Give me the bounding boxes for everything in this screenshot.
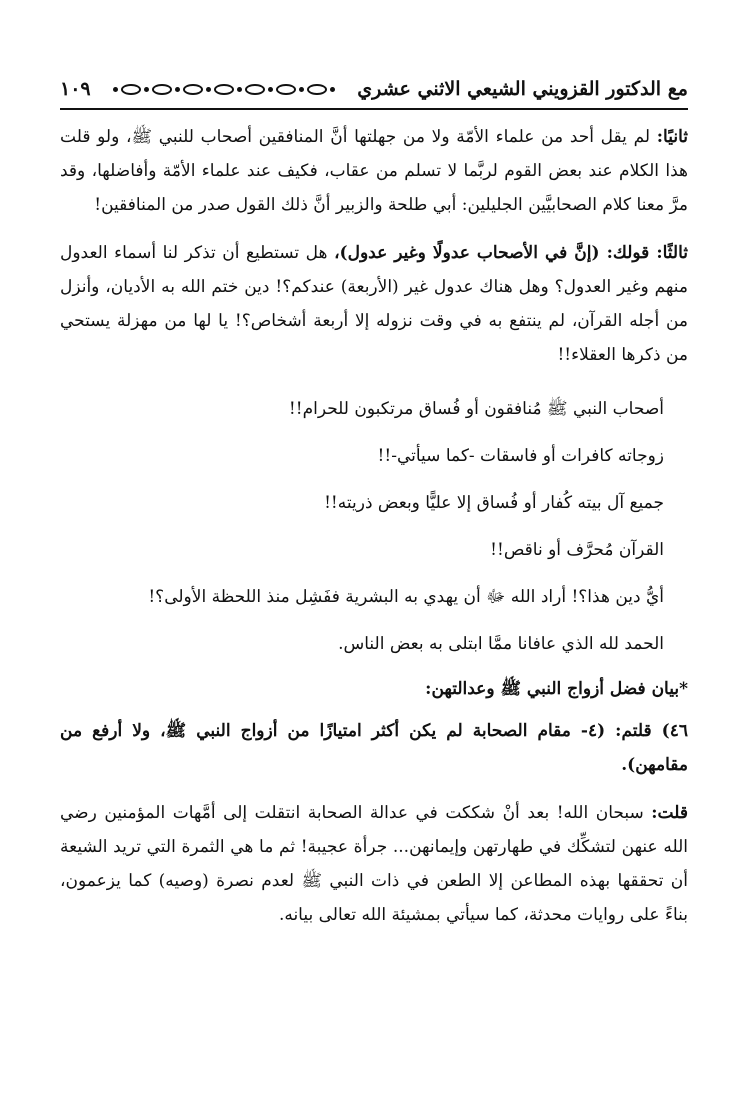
- list-line-2: زوجاته كافرات أو فاسقات -كما سيأتي-!!: [377, 446, 664, 466]
- list-line-5: أيُّ دين هذا؟! أراد الله ﷻ أن يهدي به البشرية ففَشِل منذ اللحظة الأولى؟!: [148, 587, 664, 607]
- paragraph-4-lead: قلت:: [651, 803, 688, 823]
- paragraph-3: [60, 714, 688, 782]
- page-number: ١٠٩: [60, 78, 91, 100]
- list-line-3: جميع آل بيته كُفار أو فُساق إلا عليًّا وبعض ذريته!!: [324, 493, 664, 513]
- paragraph-1-lead: ثانيًا:: [656, 127, 688, 147]
- page-body: [60, 120, 688, 932]
- paragraph-1: [60, 120, 688, 222]
- list-line-4: القرآن مُحرَّف أو ناقص!!: [490, 540, 664, 560]
- ornament-divider-icon: [97, 84, 352, 95]
- section-heading: *بيان فضل أزواج النبي ﷺ وعدالتهن:: [425, 679, 688, 699]
- paragraph-2: [60, 236, 688, 372]
- paragraph-3-lead: ٤٦) قلتم: (٤- مقام الصحابة لم يكن أكثر امتيازًا من أزواج النبي ﷺ، ولا أرفع من مقامهن).: [60, 721, 688, 775]
- paragraph-4-text: سبحان الله! بعد أنْ شككت في عدالة الصحابة انتقلت إلى أمَّهات المؤمنين رضي الله عنهن لتشكِّك في طهارتهن وإيمانهن... جرأة عجيبة! ثم ما هي الثمرة التي تريد الشيعة أن تحققها بهذه المطاعن إلا الطعن في ذات النبي ﷺ لعدم نصرة (وصيه) كما يزعمون، بناءً على روايات محدثة، كما سيأتي بمشيئة الله تعالى بيانه.: [60, 803, 688, 925]
- paragraph-2-text: هل تستطيع أن تذكر لنا أسماء العدول منهم وغير العدول؟ وهل هناك عدول غير (الأربعة) عندكم؟! دين ختم الله به الأديان، وأنزل من أجله القرآن، لم ينتفع به في وقت نزوله إلا أربعة أشخاص؟! يا لها من مهزلة يستحي من ذكرها العقلاء!!: [60, 243, 688, 365]
- paragraph-4: [60, 796, 688, 932]
- list-line-6: الحمد لله الذي عافانا ممَّا ابتلى به بعض الناس.: [338, 634, 664, 654]
- paragraph-1-text: لم يقل أحد من علماء الأمّة ولا من جهلتها أنَّ المنافقين أصحاب للنبي ﷺ، ولو قلت هذا الكلام عند بعض القوم لربَّما لا تسلم من عقاب، فكيف عند علماء الأمّة وأفاضلها، وقد مرَّ معنا كلام الصحابيَّين الجليلين: أبي طلحة والزبير أنَّ ذلك القول صدر من المنافقين!: [60, 127, 688, 215]
- paragraph-2-lead: ثالثًا: قولك: (إنَّ في الأصحاب عدولًا وغير عدول)،: [334, 243, 689, 263]
- list-line-1: أصحاب النبي ﷺ مُنافقون أو فُساق مرتكبون للحرام!!: [288, 399, 664, 419]
- header-title: مع الدكتور القزويني الشيعي الاثني عشري: [357, 78, 688, 100]
- running-header: [60, 72, 688, 110]
